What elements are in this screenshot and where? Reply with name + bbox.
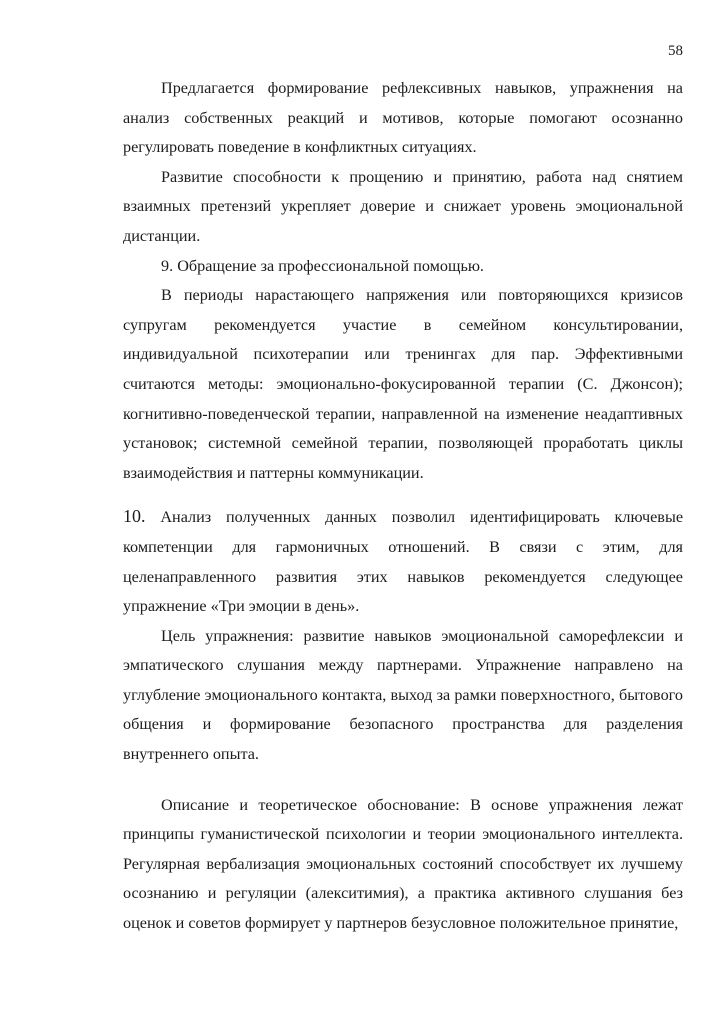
- paragraph-therapy-methods: В периоды нарастающего напряжения или повторяющихся кризисов супругам рекомендуется участие в семейном консультировании, индивидуальной психотерапии или тренингах для пар. Эффективными считаются методы: эмоционально-фокусированной терапии (С. Джонсон); когнитивно-поведенческой терапии, направленной на изменение неадаптивных установок; системной семейной терапии, позволяющей проработать циклы взаимодействия и паттерны коммуникации.: [123, 286, 683, 482]
- paragraph-exercise-goal: Цель упражнения: развитие навыков эмоциональной саморефлексии и эмпатического слушания между партнерами. Упражнение направлено на углубление эмоционального контакта, выход за рамки поверхностного, бытового общения и формирование безопасного пространства для разделения внутреннего опыта.: [123, 626, 683, 764]
- page-number: 58: [668, 43, 683, 59]
- body-text: [123, 74, 683, 939]
- paragraph-theoretical-basis: Описание и теоретическое обоснование: В основе упражнения лежат принципы гуманистической психологии и теории эмоционального интеллекта. Регулярная вербализация эмоциональных состояний способствует их лучшему осознанию и регуляции (алекситимия), а практика активного слушания без оценок и советов формирует у партнеров безусловное положительное принятие,: [123, 795, 683, 933]
- paragraph-data-analysis-text: Анализ полученных данных позволил идентифицировать ключевые компетенции для гармоничных отношений. В связи с этим, для целенаправленного развития этих навыков рекомендуется следующее упражнение «Три эмоции в день».: [123, 508, 684, 616]
- paragraph-forgiveness: Развитие способности к прощению и принятию, работа над снятием взаимных претензий укрепляет доверие и снижает уровень эмоциональной дистанции.: [123, 167, 683, 245]
- paragraph-professional-help-heading: 9. Обращение за профессиональной помощью.: [161, 256, 484, 275]
- paragraph-data-analysis: [123, 502, 683, 621]
- item-number: 10.: [123, 506, 146, 527]
- paragraph-reflexive-skills: Предлагается формирование рефлексивных навыков, упражнения на анализ собственных реакций и мотивов, которые помогают осознанно регулировать поведение в конфликтных ситуациях.: [123, 79, 683, 157]
